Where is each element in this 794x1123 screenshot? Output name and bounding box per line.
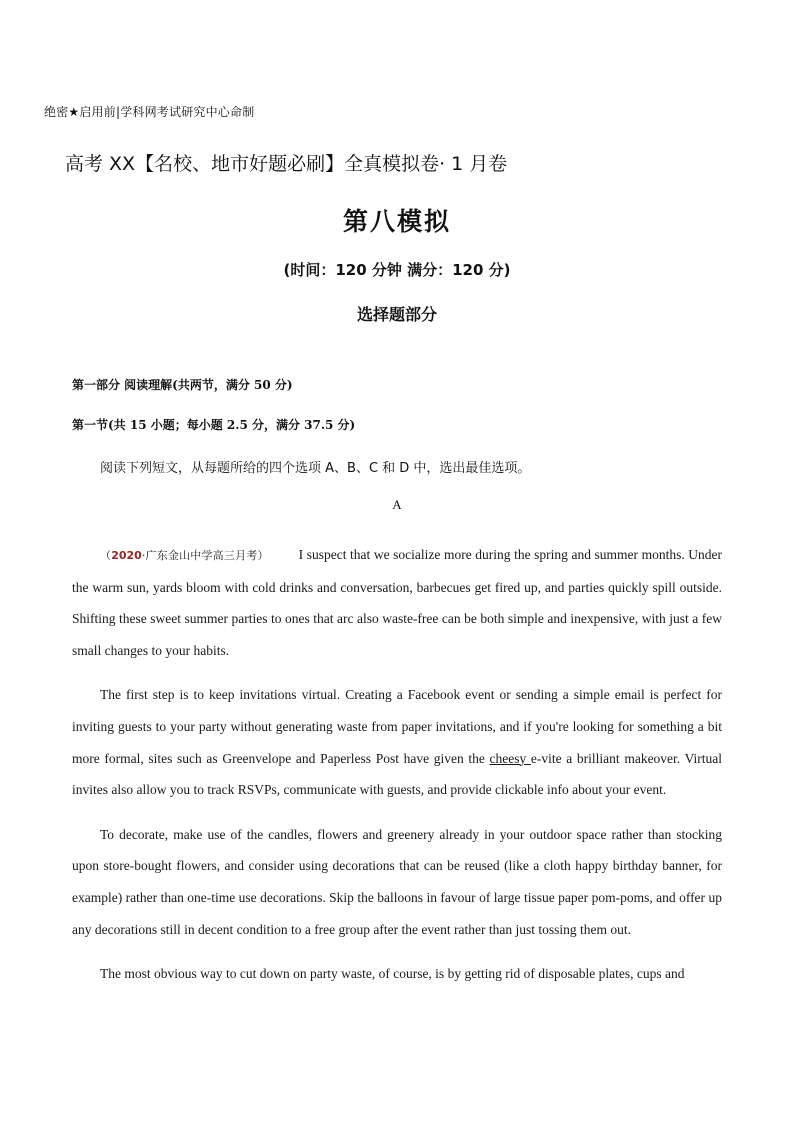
reading-instructions: 阅读下列短文，从每题所给的四个选项 A、B、C 和 D 中，选出最佳选项。 <box>100 461 531 476</box>
time-and-score: (时间：120 分钟 满分：120 分) <box>283 261 511 279</box>
paragraph-2-text-a: The first step is to keep invitations virtual. Creating a Facebook event or sending a simple email is perfect for inviting guests to your party without generating waste from paper invitations, and if you're looking for something a bit more formal, sites such as Greenvelope and Paperless Post have given the <box>72 687 722 766</box>
underlined-word-cheesy: cheesy <box>489 750 531 766</box>
part-one-heading: 第一部分 阅读理解(共两节，满分 50 分) <box>72 378 293 392</box>
reading-passage <box>72 539 722 1003</box>
passage-paragraph-3: To decorate, make use of the candles, flowers and greenery already in your outdoor space rather than stocking upon store-bought flowers, and consider using decorations that can be reused (like a cloth happy birthday banner, for example) rather than one-time use decorations. Skip the balloons in favour of large tissue paper pom-poms, and offer up any decorations still in decent condition to a free group after the event rather than just tossing them out. <box>72 826 722 937</box>
passage-letter: A <box>392 497 402 512</box>
passage-paragraph-4: The most obvious way to cut down on party waste, of course, is by getting rid of disposable plates, cups and <box>100 966 685 982</box>
source-year: 2020 <box>111 549 142 562</box>
source-tag <box>100 549 269 562</box>
passage-paragraph-1 <box>72 539 722 666</box>
paragraph-1-text: I suspect that we socialize more during the spring and summer months. Under the warm sun, yards bloom with cold drinks and conversation, barbecues get fired up, and parties quickly spill outside. Shifting these sweet summer parties to ones that arc also waste-free can be both simple and inexpensive, with just a few small changes to your habits. <box>72 547 723 658</box>
paragraph-2-text-b: e-vite a brilliant makeover. Virtual invites also allow you to track RSVPs, communicate with guests, and provide clickable info about your event. <box>72 750 723 798</box>
subsection-heading: 第一节(共 15 小题；每小题 2.5 分，满分 37.5 分) <box>72 418 356 432</box>
exam-title: 高考 XX【名校、地市好题必刷】全真模拟卷· 1 月卷 <box>65 153 508 175</box>
passage-paragraph-2 <box>72 679 722 805</box>
section-heading: 选择题部分 <box>356 305 437 324</box>
mock-number-title: 第八模拟 <box>342 207 451 236</box>
source-rest: ·广东金山中学高三月考） <box>141 549 269 562</box>
confidential-header: 绝密★启用前|学科网考试研究中心命制 <box>44 105 255 119</box>
source-open: （ <box>100 549 112 562</box>
